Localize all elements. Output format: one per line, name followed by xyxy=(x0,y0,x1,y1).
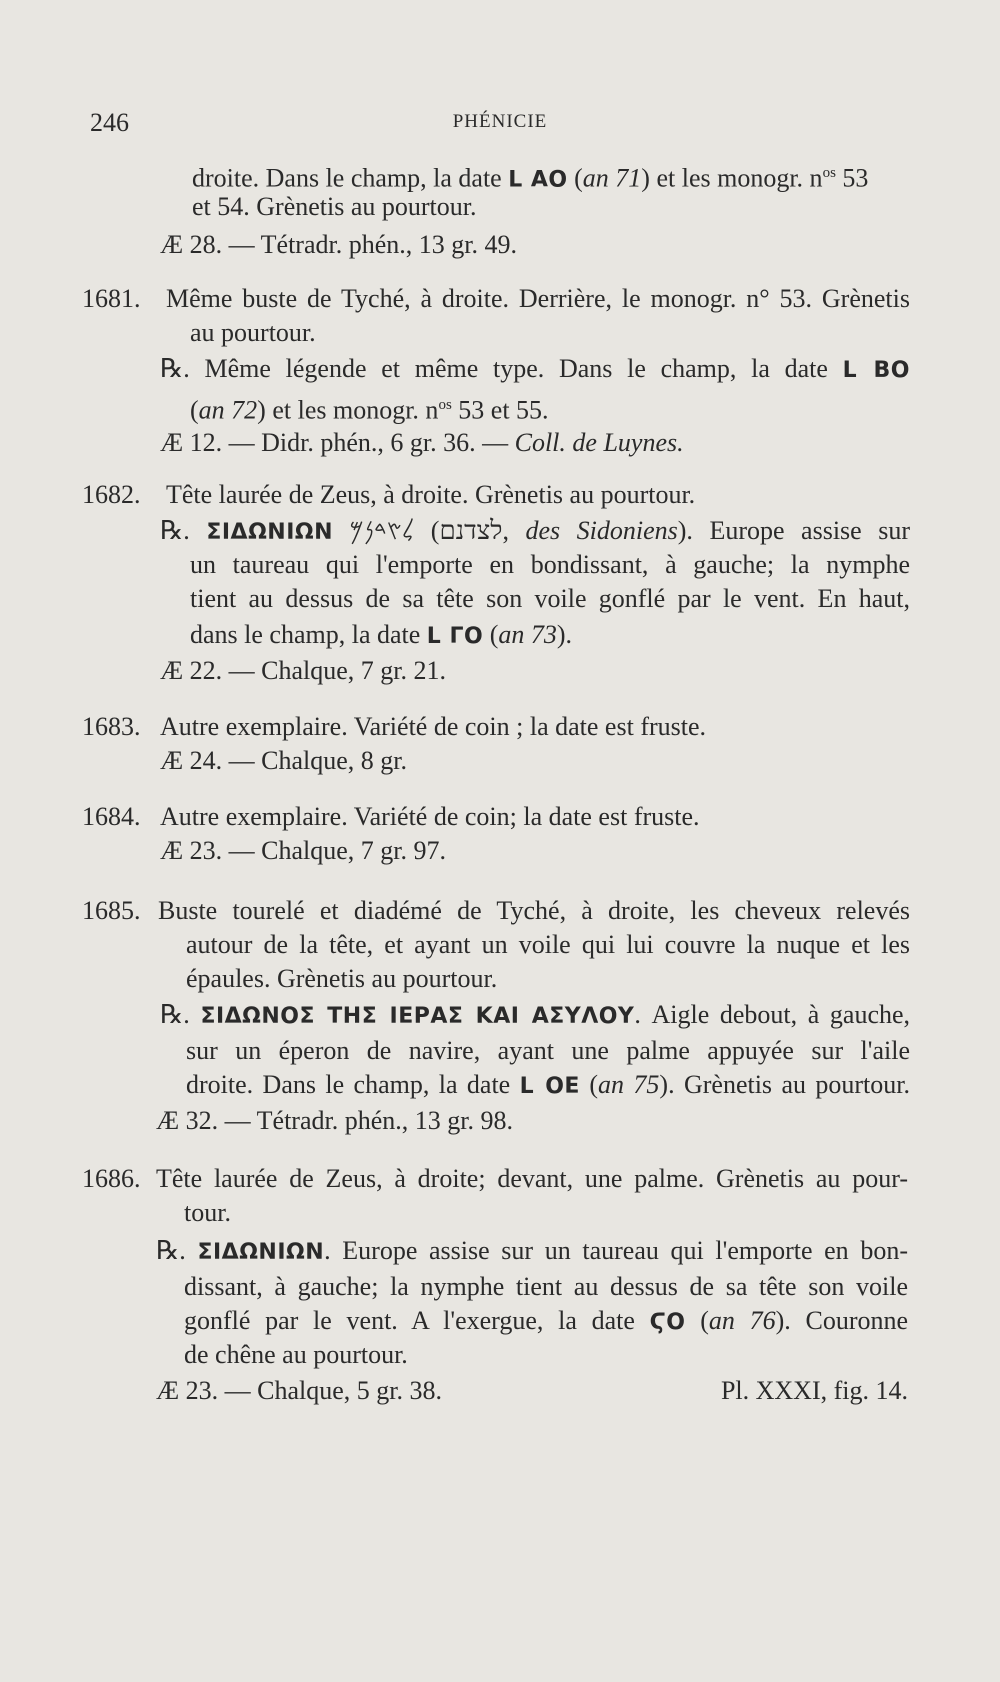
entry-1685-line-6: droite. Dans le champ, la date L ΟΕ (an 75). Grènetis au pourtour. xyxy=(186,1070,910,1099)
entry-number-1684: 1684. xyxy=(82,802,141,831)
entry-number-1681: 1681. xyxy=(82,284,141,313)
entry-1686-line-6: de chêne au pourtour. xyxy=(184,1340,408,1369)
entry-number-1682: 1682. xyxy=(82,480,141,509)
continuation-metrology: Æ 28. — Tétradr. phén., 13 gr. 49. xyxy=(160,230,517,259)
entry-1685-line-5: sur un éperon de navire, ayant une palme appuyée sur l'aile xyxy=(186,1036,910,1065)
entry-1685-line-1: Buste tourelé et diadémé de Tyché, à droite, les cheveux relevés xyxy=(158,896,910,925)
continuation-line-1: droite. Dans le champ, la date L ΑΟ (an 71) et les monogr. $n^{os}$ 53 xyxy=(192,163,869,193)
entry-1682-line-1: Tête laurée de Zeus, à droite. Grènetis au pourtour. xyxy=(166,480,696,509)
entry-1681-reverse: ℞. Même légende et même type. Dans le champ, la date L ΒΟ xyxy=(160,354,910,383)
entry-1683-metrology: Æ 24. — Chalque, 8 gr. xyxy=(160,746,407,775)
entry-1682-metrology: Æ 22. — Chalque, 7 gr. 21. xyxy=(160,656,446,685)
entry-1682-reverse: ℞. ΣΙΔΩΝΙΩΝ 𐤋𐤑𐤃𐤍𐤌 (לצדנם, des Sidoniens). Europe assise sur xyxy=(160,516,911,545)
running-title: PHÉNICIE xyxy=(452,111,548,132)
entry-1683-line-1: Autre exemplaire. Variété de coin ; la date est fruste. xyxy=(160,712,707,741)
entry-1681-line-2: au pourtour. xyxy=(190,318,316,347)
page-number: 246 xyxy=(90,108,129,137)
plate-reference: Pl. XXXI, fig. 14. xyxy=(720,1376,908,1405)
entry-1684-metrology: Æ 23. — Chalque, 7 gr. 97. xyxy=(160,836,446,865)
entry-1685-reverse: ℞. ΣΙΔΩΝΟΣ ΤΗΣ ΙΕΡΑΣ ΚΑΙ ΑΣΥΛΟΥ. Aigle debout, à gauche, xyxy=(160,1000,911,1029)
entry-1682-line-4: tient au dessus de sa tête son voile gonflé par le vent. En haut, xyxy=(190,584,910,613)
entry-1681-line-1: Même buste de Tyché, à droite. Derrière, le monogr. n° 53. Grènetis xyxy=(166,284,910,313)
entry-number-1685: 1685. xyxy=(82,896,141,925)
entry-1686-reverse: ℞. ΣΙΔΩΝΙΩΝ. Europe assise sur un taureau qui l'emporte en bon- xyxy=(156,1236,908,1265)
entry-1685-line-2: autour de la tête, et ayant un voile qui lui couvre la nuque et les xyxy=(186,930,910,959)
entry-1681-metrology: Æ 12. — Didr. phén., 6 gr. 36. — Coll. de Luynes. xyxy=(160,428,684,457)
entry-1681-line-4: (an 72) et les monogr. $n^{os}$ 53 et 55. xyxy=(190,395,549,425)
entry-1686-line-2: tour. xyxy=(184,1198,231,1227)
entry-1686-line-4: dissant, à gauche; la nymphe tient au dessus de sa tête son voile xyxy=(184,1272,908,1301)
entry-1685-metrology: Æ 32. — Tétradr. phén., 13 gr. 98. xyxy=(156,1106,513,1135)
entry-1682-line-5: dans le champ, la date L ΓΟ (an 73). xyxy=(190,620,573,649)
entry-1686-line-1: Tête laurée de Zeus, à droite; devant, une palme. Grènetis au pour- xyxy=(156,1164,908,1193)
entry-number-1686: 1686. xyxy=(82,1164,141,1193)
entry-1686-metrology: Æ 23. — Chalque, 5 gr. 38. xyxy=(156,1376,442,1405)
entry-1682-line-3: un taureau qui l'emporte en bondissant, à gauche; la nymphe xyxy=(190,550,910,579)
entry-1685-line-3: épaules. Grènetis au pourtour. xyxy=(186,964,498,993)
entry-1684-line-1: Autre exemplaire. Variété de coin; la date est fruste. xyxy=(160,802,700,831)
entry-1686-line-5: gonflé par le vent. A l'exergue, la date ϚΟ (an 76). Couronne xyxy=(184,1306,909,1335)
continuation-line-2: et 54. Grènetis au pourtour. xyxy=(192,192,477,221)
entry-number-1683: 1683. xyxy=(82,712,141,741)
